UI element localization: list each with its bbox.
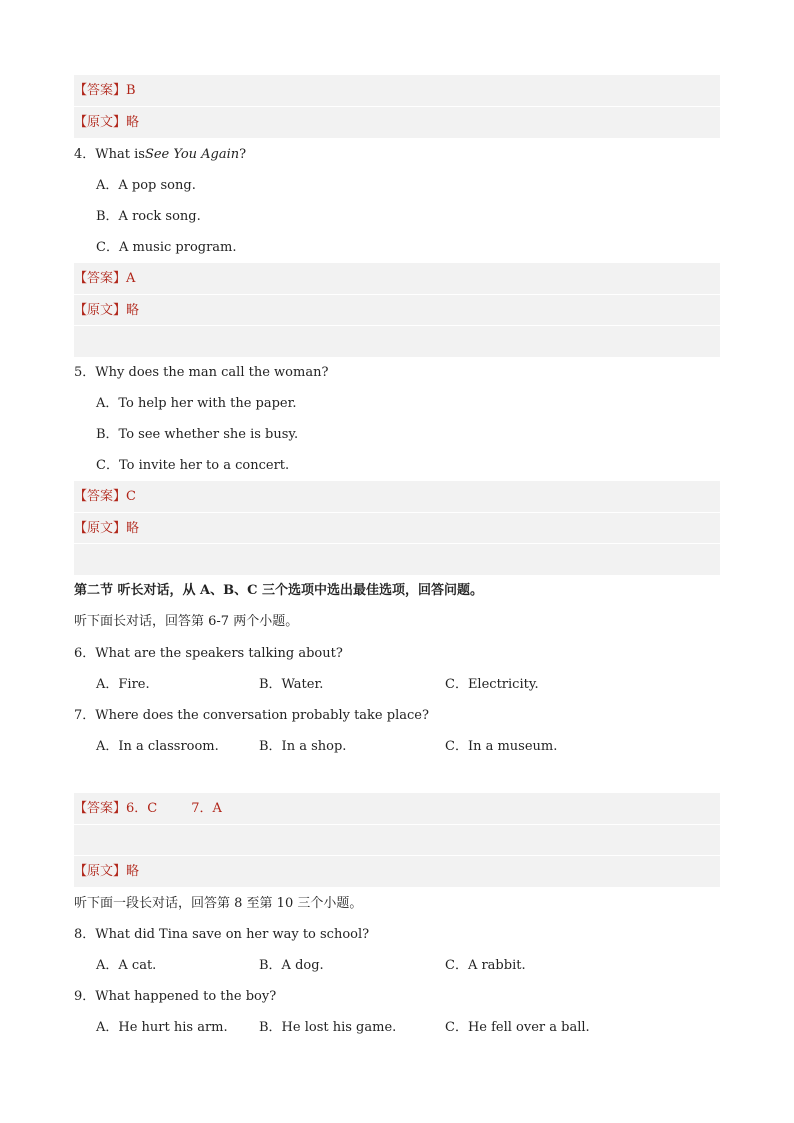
answer-row-q5	[74, 481, 720, 512]
stem-text: Why does the man call the woman?	[95, 365, 329, 380]
blank-shaded-row	[74, 824, 720, 856]
stem-text: What happened to the boy?	[95, 989, 277, 1004]
answer-row-q6-7	[74, 793, 720, 824]
option-b: B．Water.	[259, 677, 324, 692]
text-row-q6-7	[74, 855, 720, 887]
question-8-stem	[74, 919, 720, 950]
answer-label: 【答案】	[74, 83, 127, 98]
answer-value-6: 6．C	[126, 801, 158, 816]
blank-shaded-row	[74, 325, 720, 357]
option-a: A．Fire.	[96, 677, 150, 692]
answer-row-q4	[74, 263, 720, 294]
text-label: 【原文】	[74, 115, 127, 130]
question-5-option-c: C．To invite her to a concert.	[96, 458, 290, 473]
question-4-option-a: A．A pop song.	[96, 178, 196, 193]
question-5-option-b: B．To see whether she is busy.	[96, 427, 299, 442]
answer-value: C	[126, 489, 136, 504]
stem-text: What are the speakers talking about?	[95, 646, 343, 661]
question-number: 4．	[74, 147, 96, 162]
text-value: 略	[126, 303, 140, 318]
question-7-options	[74, 731, 720, 762]
question-9-options	[74, 1012, 720, 1043]
text-label: 【原文】	[74, 521, 127, 536]
question-5-option-a: A．To help her with the paper.	[96, 396, 297, 411]
question-6-stem	[74, 638, 720, 669]
question-4-stem	[74, 139, 720, 170]
text-value: 略	[126, 115, 140, 130]
option-a: A．He hurt his arm.	[96, 1020, 228, 1035]
question-4-option-b: B．A rock song.	[96, 209, 201, 224]
text-label: 【原文】	[74, 303, 127, 318]
option-a: A．In a classroom.	[96, 739, 219, 754]
question-6-options	[74, 669, 720, 700]
song-title: See You Again	[144, 147, 240, 162]
answer-value: B	[126, 83, 136, 98]
question-5-stem	[74, 357, 720, 388]
text-row-q3	[74, 106, 720, 138]
stem-text: What did Tina save on her way to school?	[95, 927, 370, 942]
question-number: 6．	[74, 646, 96, 661]
answer-label: 【答案】	[74, 489, 127, 504]
section-title: 第二节 听长对话，从 A、B、C 三个选项中选出最佳选项，回答问题。	[74, 583, 483, 598]
text-row-q5	[74, 512, 720, 544]
stem-text: Where does the conversation probably take place?	[95, 708, 429, 723]
question-number: 5．	[74, 365, 96, 380]
text-value: 略	[126, 864, 140, 879]
text-value: 略	[126, 521, 140, 536]
question-number: 9．	[74, 989, 96, 1004]
blank-shaded-row	[74, 543, 720, 575]
dialog-intro-1: 听下面长对话，回答第 6-7 两个小题。	[74, 614, 299, 629]
option-b: B．A dog.	[259, 958, 324, 973]
answer-label: 【答案】	[74, 801, 127, 816]
option-c: C．Electricity.	[445, 677, 539, 692]
question-4-option-c: C．A music program.	[96, 240, 237, 255]
option-a: A．A cat.	[96, 958, 157, 973]
question-number: 7．	[74, 708, 96, 723]
stem-pre: What is	[95, 147, 145, 162]
answer-value-7: 7．A	[191, 801, 222, 816]
answer-label: 【答案】	[74, 271, 127, 286]
text-label: 【原文】	[74, 864, 127, 879]
question-8-options	[74, 950, 720, 981]
option-c: C．In a museum.	[445, 739, 558, 754]
option-c: C．He fell over a ball.	[445, 1020, 590, 1035]
dialog-intro-2: 听下面一段长对话，回答第 8 至第 10 三个小题。	[74, 896, 363, 911]
question-number: 8．	[74, 927, 96, 942]
option-b: B．He lost his game.	[259, 1020, 397, 1035]
option-b: B．In a shop.	[259, 739, 347, 754]
answer-value: A	[126, 271, 136, 286]
stem-post: ?	[239, 147, 247, 162]
text-row-q4	[74, 294, 720, 326]
question-9-stem	[74, 981, 720, 1012]
answer-row-q3	[74, 75, 720, 106]
question-7-stem	[74, 700, 720, 731]
option-c: C．A rabbit.	[445, 958, 526, 973]
